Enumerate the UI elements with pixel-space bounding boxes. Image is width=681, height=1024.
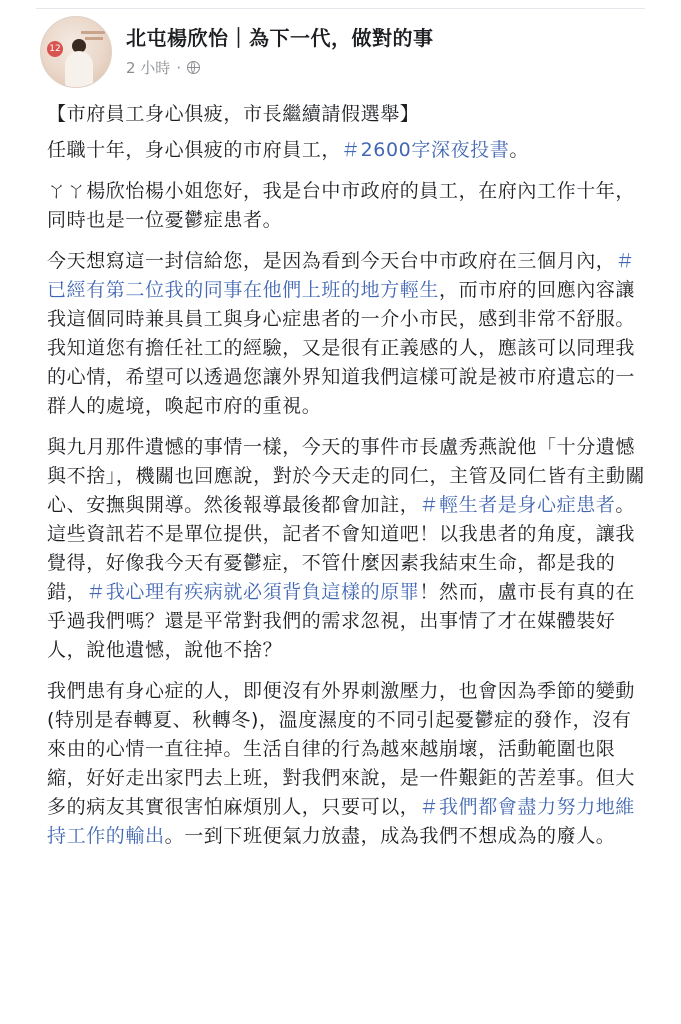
avatar[interactable] [40, 16, 112, 88]
avatar-badge: 12 [47, 41, 63, 57]
paragraph-5 [47, 677, 647, 851]
hashtag-link[interactable]: ＃我們都會盡力努力地維持工作的輸出 [47, 796, 636, 847]
text: 與九月那件遺憾的事情一樣，今天的事件市長盧秀燕說他「十分遺憾與不捨」，機關也回應說，對於今天走的同仁，主管及同仁皆有主動關心、安撫與開導。然後報導最後都會加註， [47, 436, 646, 516]
post-timestamp[interactable]: 2 小時 [126, 59, 171, 77]
avatar-decoration [81, 31, 105, 34]
globe-icon[interactable] [187, 61, 200, 74]
hashtag-link[interactable]: ＃2600字深夜投書 [341, 139, 510, 161]
avatar-decoration [85, 37, 103, 40]
text: ！然而，盧市長有真的在乎過我們嗎？還是平常對我們的需求忽視，出事情了才在媒體裝好人，說他遺憾，說他不捨？ [47, 581, 636, 661]
post-title: 【市府員工身心俱疲，市長繼續請假選舉】 [47, 103, 420, 125]
hashtag-link[interactable]: ＃輕生者是身心症患者 [419, 494, 616, 516]
paragraph-2: ㄚㄚ楊欣怡楊小姐您好，我是台中市政府的員工，在府內工作十年，同時也是一位憂鬱症患者。 [47, 180, 636, 231]
text: 。這些資訊若不是單位提供，記者不會知道吧！以我患者的角度，讓我覺得，好像我今天有憂鬱症，不管什麼因素我結束生命，都是我的錯， [47, 494, 636, 603]
text: ，而市府的回應內容讓我這個同時兼具員工與身心症患者的一介小市民，感到非常不舒服。我知道您有擔任社工的經驗，又是很有正義感的人，應該可以同理我的心情，希望可以透過您讓外界知道我們這樣可說是被市府遺忘的一群人的處境，喚起市府的重視。 [47, 279, 636, 417]
text: 我們患有身心症的人，即便沒有外界刺激壓力，也會因為季節的變動(特別是春轉夏、秋轉冬)，溫度濕度的不同引起憂鬱症的發作，沒有來由的心情一直往掉。生活自律的行為越來越崩壞，活動範圍也限縮，好好走出家門去上班，對我們來說，是一件艱鉅的苦差事。但大多的病友其實很害怕麻煩別人，只要可以， [47, 680, 636, 818]
text: 今天想寫這一封信給您，是因為看到今天台中市政府在三個月內， [47, 250, 616, 272]
text: 。 [509, 139, 529, 161]
post-body [47, 100, 647, 863]
author-name[interactable]: 北屯楊欣怡｜為下一代，做對的事 [126, 26, 434, 50]
text: 。一到下班便氣力放盡，成為我們不想成為的廢人。 [164, 825, 616, 847]
hashtag-link[interactable]: ＃已經有第二位我的同事在他們上班的地方輕生 [47, 250, 636, 301]
paragraph-3 [47, 247, 647, 421]
paragraph-4 [47, 433, 647, 665]
post-meta [126, 16, 434, 78]
post-header [40, 16, 434, 86]
separator-dot: · [176, 58, 182, 77]
hashtag-link[interactable]: ＃我心理有疾病就必須背負這樣的原罪 [86, 581, 420, 603]
post-subline [126, 57, 434, 78]
paragraph-1 [47, 136, 647, 165]
avatar-figure [65, 51, 93, 87]
divider [36, 8, 645, 9]
text: 任職十年，身心俱疲的市府員工， [47, 139, 342, 161]
